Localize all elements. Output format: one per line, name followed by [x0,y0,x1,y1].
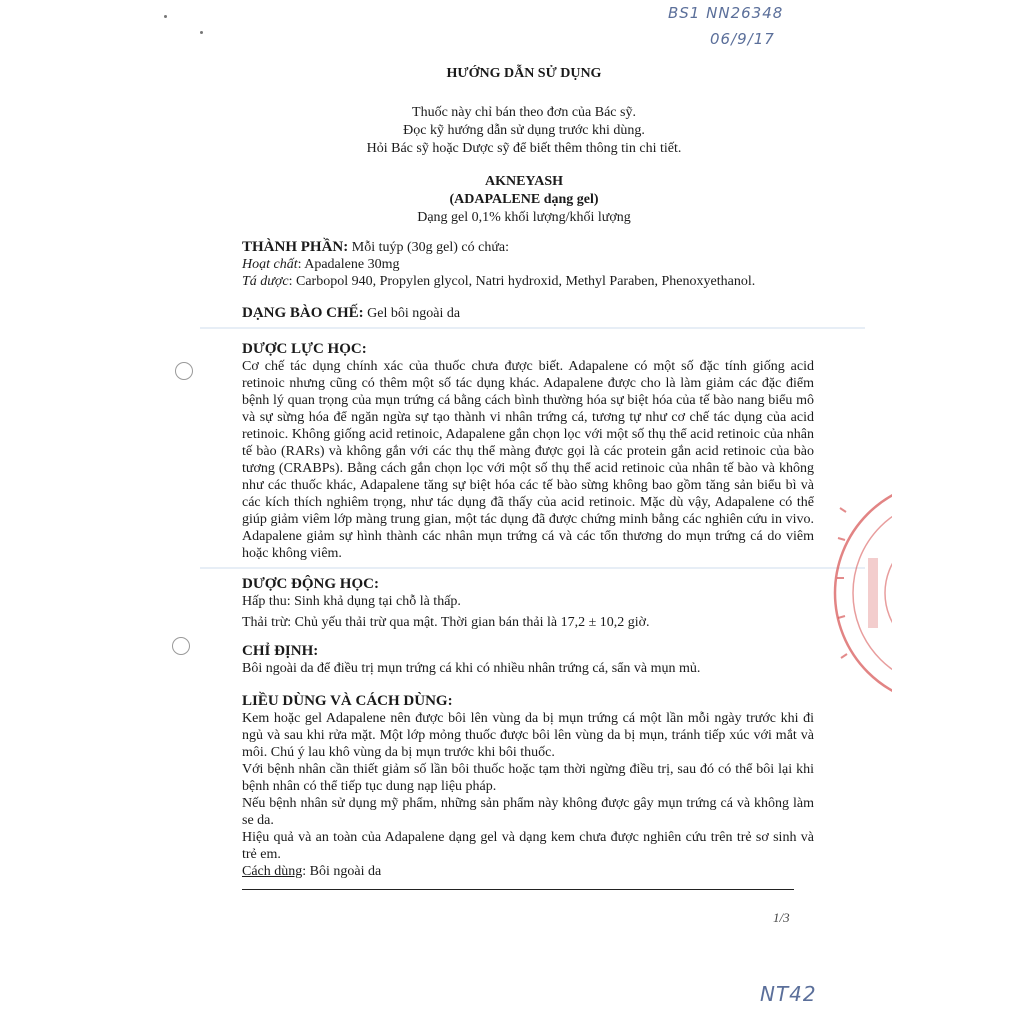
excipient-value: : Carbopol 940, Propylen glycol, Natri hydroxid, Methyl Paraben, Phenoxyethanol. [288,274,756,289]
official-seal-stamp [832,468,892,718]
scan-band [200,327,865,329]
punch-hole [175,362,193,380]
scan-speck [200,31,203,34]
composition-heading: THÀNH PHẦN: [242,239,349,255]
pharmacodynamics-heading: DƯỢC LỰC HỌC: [242,341,367,357]
dosage-paragraph: Kem hoặc gel Adapalene nên được bôi lên vùng da bị mụn trứng cá một lần mỗi ngày trước khi đi ngủ và sau khi rửa mặt. Một lớp mỏng thuốc được bôi lên vùng da bị mụn, tránh tiếp xúc với mắt và môi. Chú ý lau khô vùng da bị mụn trước khi bôi thuốc. [242,711,814,760]
dosage-form-value: Gel bôi ngoài da [367,306,461,321]
pharmacokinetics-section [242,576,814,631]
indication-text: Bôi ngoài da để điều trị mụn trứng cá khi có nhiều nhân trứng cá, sẩn và mụn mủ. [242,661,701,676]
warning-block [0,104,1024,158]
warning-line: Hỏi Bác sỹ hoặc Dược sỹ để biết thêm thông tin chi tiết. [366,141,682,156]
usage-label: Cách dùng [242,864,303,879]
pharmacodynamics-text: Cơ chế tác dụng chính xác của thuốc chưa được biết. Adapalene có một số đặc tính giống acid retinoic nhưng cũng có thêm một số tác dụng khác. Adapalene được cho là làm giảm các đặc điểm bệnh lý quan trọng của mụn trứng cá bằng cách bình thường hóa sự biệt hóa của tế bào nang biểu mô và sự sừng hóa để ngăn ngừa sự tạo thành vi nhân trứng cá, tương tự như cơ chế tác dụng của acid retinoic. Không giống acid retinoic, Adapalene gắn chọn lọc với một số thụ thể acid retinoic của nhân tế bào (RARs) và không gắn với các thụ thể màng được gọi là các protein gắn acid retinoic của bào tương (CRABPs). Bằng cách gắn chọn lọc với một số thụ thể acid retinoic của nhân tế bào và không như các thuốc khác, Adapalene tăng sự biệt hóa các tế bào sừng không bao gồm tăng sản biểu bì và các kích thích nghiêm trọng, như tác dụng đã thấy của acid retinoic. Mặc dù vậy, Adapalene có thể giúp giảm viêm lớp màng trung gian, một tác dụng đã được chứng minh bằng các nghiên cứu in vivo. Adapalene giảm sự hình thành các nhân mụn trứng cá và các tổn thương do mụn trứng cá do viêm hoặc không viêm. [242,359,814,561]
dosage-section [242,693,814,880]
warning-line: Đọc kỹ hướng dẫn sử dụng trước khi dùng. [403,123,645,138]
dosage-form-heading: DẠNG BÀO CHẾ: [242,305,364,321]
pharmacodynamics-section [242,341,814,562]
footer-rule [242,889,794,890]
indication-section [242,643,814,677]
page-number: 1/3 [773,910,790,925]
elimination-text: Thải trừ: Chủ yếu thải trừ qua mật. Thời gian bán thải là 17,2 ± 10,2 giờ. [242,615,650,630]
composition-intro: Mỗi tuýp (30g gel) có chứa: [351,240,510,255]
product-name: AKNEYASH [484,174,564,189]
warning-line: Thuốc này chỉ bán theo đơn của Bác sỹ. [412,105,636,120]
dosage-paragraph: Hiệu quả và an toàn của Adapalene dạng gel và dạng kem chưa được nghiên cứu trên trẻ sơ sinh và trẻ em. [242,830,814,862]
active-value: : Apadalene 30mg [297,257,400,272]
usage-value: : Bôi ngoài da [302,864,382,879]
handwritten-signature: NT42 [760,982,817,1006]
scan-band [200,567,865,569]
indication-heading: CHỈ ĐỊNH: [242,643,319,659]
handwritten-code: BS1 NN26348 [668,4,784,22]
document-title: HƯỚNG DẪN SỬ DỤNG [446,66,602,81]
composition-section [242,239,814,290]
dosage-paragraph: Với bệnh nhân cần thiết giảm số lần bôi thuốc hoặc tạm thời ngừng điều trị, sau đó có thể bôi lại khi bệnh nhân có thể tiếp tục dung nạp liệu pháp. [242,762,814,794]
scan-speck [164,15,167,18]
product-subtitle: (ADAPALENE dạng gel) [449,192,599,207]
handwritten-date: 06/9/17 [710,30,775,48]
product-block [0,173,1024,227]
product-form: Dạng gel 0,1% khối lượng/khối lượng [417,210,631,225]
active-label: Hoạt chất [242,257,298,272]
absorption-text: Hấp thu: Sinh khả dụng tại chỗ là thấp. [242,594,461,609]
punch-hole [172,637,190,655]
pharmacokinetics-heading: DƯỢC ĐỘNG HỌC: [242,576,379,592]
dosage-form-section [242,305,814,322]
dosage-paragraph: Nếu bệnh nhân sử dụng mỹ phẩm, những sản phẩm này không được gây mụn trứng cá và không làm se da. [242,796,814,828]
excipient-label: Tá dược [242,274,289,289]
dosage-heading: LIỀU DÙNG VÀ CÁCH DÙNG: [242,693,453,709]
